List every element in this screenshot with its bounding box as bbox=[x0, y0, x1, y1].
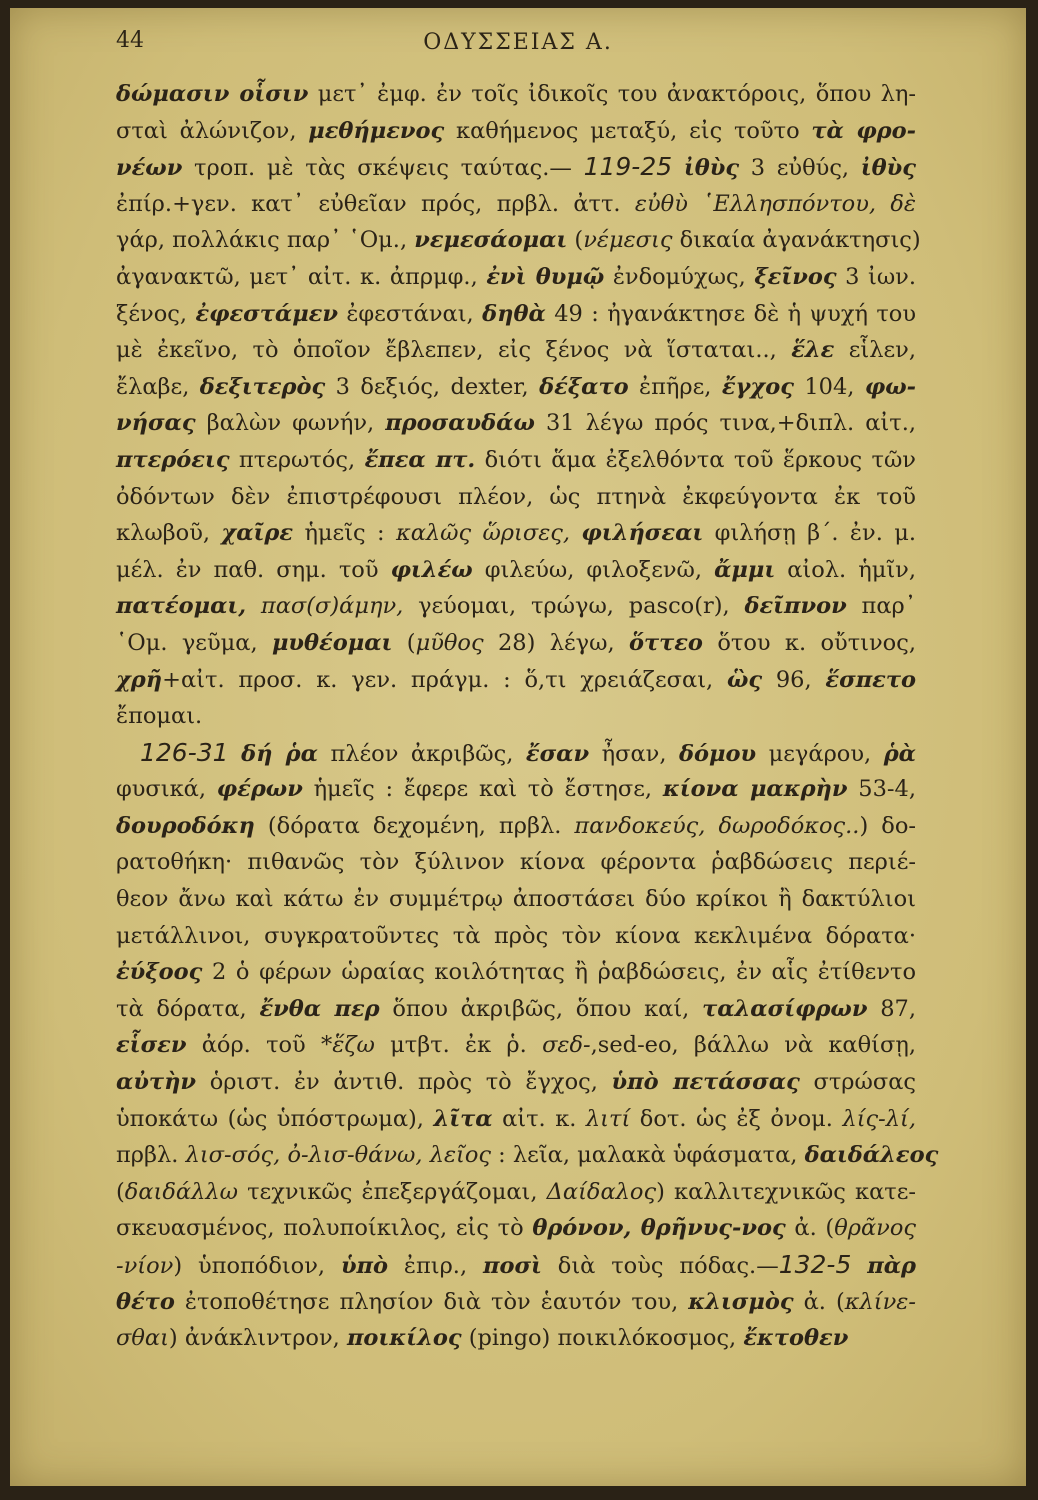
gloss-text: πρβλ. bbox=[116, 1142, 186, 1169]
italic-gloss: λισ-σός, ὀ-λισ-θάνω, λεῖος bbox=[185, 1142, 492, 1169]
gloss-text: +αἰτ. προσ. κ. γεν. πράγμ. : ὅ,τι χρειάζεσαι, bbox=[162, 666, 727, 693]
gloss-text: 49 : ἠγανάκτησε δὲ ἡ ψυχή του bbox=[545, 300, 917, 327]
text-line bbox=[116, 442, 916, 479]
gloss-text: ὅτου κ. οὔτινος, bbox=[702, 629, 916, 656]
text-line bbox=[116, 1284, 916, 1321]
lemma: ἐύξοος bbox=[116, 959, 203, 986]
lemma: κίονα μακρὴν bbox=[662, 776, 848, 803]
gloss-text: 104, bbox=[793, 373, 865, 400]
text-line bbox=[116, 1320, 916, 1357]
gloss-text: τροπ. μὲ τὰς σκέψεις ταύτας.— bbox=[182, 155, 584, 182]
gloss-text: 3 εὐθύς, bbox=[739, 155, 861, 182]
gloss-text: γεύομαι, τρώγω, pasco(r), bbox=[403, 593, 745, 620]
italic-gloss: -νίον bbox=[116, 1253, 174, 1279]
lemma: ὅττεο bbox=[628, 629, 703, 656]
text-line bbox=[116, 771, 916, 808]
gloss-text: 96, bbox=[762, 666, 826, 693]
lemma: φέρων bbox=[216, 776, 303, 803]
gloss-text: ἡμεῖς : ἔφερε καὶ τὸ ἔστησε, bbox=[302, 776, 663, 803]
gloss-text: ἡμεῖς : bbox=[293, 520, 396, 547]
lemma: ποικίλος bbox=[346, 1325, 462, 1352]
italic-gloss: εὐθὺ ῾Ελλησπόντου, δὲ bbox=[634, 190, 916, 217]
text-line bbox=[116, 1174, 916, 1211]
text-line bbox=[116, 1247, 916, 1284]
italic-gloss: καλῶς ὥρισες, bbox=[395, 520, 571, 547]
gloss-text: κλωβοῦ, bbox=[116, 520, 222, 547]
lemma: νήσας bbox=[116, 410, 196, 437]
gloss-text: παρ᾽ bbox=[846, 593, 916, 620]
gloss-text: ἐπίρ.+γεν. κατ᾽ εὐθεῖαν πρός, πρβλ. ἀττ. bbox=[116, 190, 635, 217]
gloss-text: 87, bbox=[867, 995, 916, 1022]
lemma: δή ῥα bbox=[241, 740, 318, 767]
gloss-text: ἔπομαι. bbox=[116, 703, 203, 730]
lemma: ὣς bbox=[726, 666, 763, 693]
gloss-text: ὅπου ἀκριβῶς, ὅπου καί, bbox=[379, 995, 703, 1022]
gloss-text bbox=[672, 155, 684, 181]
gloss-text: ἐπιρ., bbox=[388, 1253, 483, 1279]
gloss-text: ) ἀνάκλιντρον, bbox=[168, 1325, 347, 1352]
gloss-text: ) καλλιτεχνικῶς κατε- bbox=[656, 1178, 916, 1205]
gloss-text: ἐτοποθέτησε πλησίον διὰ τὸν ἑαυτόν του, bbox=[174, 1288, 689, 1315]
gloss-text: βαλὼν φωνήν, bbox=[195, 410, 386, 437]
gloss-text: ) δο- bbox=[859, 812, 916, 839]
italic-gloss: λίς-λί, bbox=[842, 1105, 916, 1132]
text-line bbox=[116, 625, 916, 662]
lemma: μυθέομαι bbox=[271, 629, 393, 656]
text-line bbox=[116, 588, 916, 625]
italic-gloss: λιτί bbox=[585, 1105, 631, 1132]
italic-gloss: σεδ- bbox=[542, 1032, 591, 1059]
lemma: δουροδόκη bbox=[116, 812, 255, 839]
gloss-text: τεχνικῶς ἐπεξεργάζομαι, bbox=[237, 1178, 547, 1205]
gloss-text: μτβτ. ἐκ ῥ. bbox=[374, 1032, 543, 1059]
italic-gloss: δαιδάλλω bbox=[124, 1178, 238, 1205]
lemma: αὐτὴν bbox=[116, 1069, 197, 1096]
gloss-text bbox=[229, 741, 242, 767]
gloss-text: μέλ. ἐν παθ. σημ. τοῦ bbox=[116, 556, 391, 583]
commentary-text bbox=[116, 76, 939, 1357]
gloss-text: μετ᾽ ἐμφ. ἐν τοῖς ἰδικοῖς του ἀνακτόροις, ὅπου λη- bbox=[308, 81, 916, 107]
gloss-text: διότι ἅμα ἐξελθόντα τοῦ ἕρκους τῶν bbox=[475, 446, 916, 473]
gloss-text: γάρ, πολλάκις παρ᾽ ῾Ομ., bbox=[116, 227, 415, 254]
lemma: πὰρ bbox=[867, 1253, 916, 1279]
lemma: ποσὶ bbox=[482, 1253, 542, 1279]
text-line bbox=[116, 552, 916, 589]
lemma: ὑπὸ πετάσσας bbox=[611, 1069, 800, 1096]
text-line bbox=[116, 844, 916, 881]
text-line bbox=[116, 954, 916, 991]
lemma: δέξατο bbox=[539, 373, 629, 400]
lemma: δώμασιν οἷσιν bbox=[116, 81, 309, 107]
gloss-text: ὀδόντων δὲν ἐπιστρέφουσι πλέον, ὡς πτηνὰ ἐκφεύγοντα ἐκ τοῦ bbox=[116, 483, 916, 510]
gloss-text: μετάλλινοι, συγκρατοῦντες τὰ πρὸς τὸν κίονα κεκλιμένα δόρατα· bbox=[116, 922, 916, 949]
italic-gloss: *ἕζω bbox=[321, 1032, 375, 1059]
gloss-text: πτερωτός, bbox=[229, 446, 365, 473]
gloss-text: ἐφεστάναι, bbox=[337, 300, 483, 327]
lemma: νέων bbox=[116, 155, 183, 182]
text-line bbox=[116, 113, 916, 150]
text-line bbox=[116, 735, 916, 772]
gloss-text: ,sed-eo, βάλλω νὰ καθίσῃ, bbox=[590, 1032, 916, 1059]
gloss-text: θεον ἄνω καὶ κάτω ἐν συμμέτρῳ ἀποστάσει δύο κρίκοι ἢ δακτύλιοι bbox=[116, 886, 916, 913]
text-line bbox=[116, 186, 916, 223]
text-line bbox=[116, 1027, 916, 1064]
lemma: δεξιτερὸς bbox=[199, 373, 326, 400]
gloss-text: εἷλεν, bbox=[834, 337, 916, 364]
lemma: τὰ φρο- bbox=[811, 117, 916, 144]
gloss-text: διὰ τοὺς πόδας.— bbox=[541, 1253, 779, 1279]
gloss-text: (pingo) ποικιλόκοσμος, bbox=[461, 1325, 744, 1352]
lemma: φιλέω bbox=[390, 556, 473, 583]
gloss-text: φυσικά, bbox=[116, 776, 217, 803]
gloss-text: 3 δεξιός, dexter, bbox=[325, 373, 540, 400]
gloss-text: ἀγανακτῶ, μετ᾽ αἰτ. κ. ἀπρμφ., bbox=[116, 263, 487, 290]
text-line bbox=[116, 515, 916, 552]
text-line bbox=[116, 259, 916, 296]
gloss-text: μεγάρου, bbox=[756, 740, 884, 767]
lemma: ῥὰ bbox=[883, 740, 916, 767]
text-line bbox=[116, 405, 916, 442]
gloss-text: φιλήσῃ β΄. ἐν. μ. bbox=[703, 520, 916, 547]
gloss-text bbox=[246, 593, 261, 619]
text-line bbox=[116, 991, 916, 1028]
gloss-text: σκευασμένος, πολυποίκιλος, εἰς τὸ bbox=[116, 1215, 533, 1242]
gloss-text: ὁριστ. ἐν ἀντιθ. πρὸς τὸ ἔγχος, bbox=[196, 1069, 612, 1096]
italic-gloss: μῦθος bbox=[415, 629, 484, 656]
text-line bbox=[116, 1210, 916, 1247]
italic-gloss: πασ(σ)άμην, bbox=[260, 593, 404, 620]
lemma: ἕλε bbox=[791, 337, 835, 364]
lemma: πατέομαι, bbox=[116, 593, 247, 620]
text-line bbox=[116, 662, 916, 699]
lemma: θέτο bbox=[116, 1288, 175, 1315]
text-line bbox=[116, 369, 916, 406]
gloss-text: 2 ὁ φέρων ὡραίας κοιλότητας ἢ ῥαβδώσεις, ἐν αἷς ἐτίθεντο bbox=[202, 959, 916, 986]
italic-gloss: σθαι bbox=[116, 1325, 169, 1352]
lemma: ἔγχος bbox=[721, 373, 794, 400]
gloss-text: δικαία ἀγανάκτησις) bbox=[672, 227, 921, 254]
gloss-text: 31 λέγω πρός τινα,+διπλ. αἰτ., bbox=[534, 410, 916, 437]
gloss-text: ) ὑποπόδιον, bbox=[173, 1253, 341, 1279]
gloss-text: μὲ ἐκεῖνο, τὸ ὁποῖον ἔβλεπεν, εἰς ξένος νὰ ἵσταται.., bbox=[116, 337, 792, 364]
lemma: ἔσαν bbox=[525, 740, 590, 767]
lemma: ξεῖνος bbox=[754, 263, 837, 290]
lemma: νεμεσάομαι bbox=[414, 227, 568, 254]
gloss-text: ἔλαβε, bbox=[116, 373, 200, 400]
text-line bbox=[116, 1101, 916, 1138]
gloss-text: ἐνδομύχως, bbox=[604, 263, 755, 290]
text-line bbox=[116, 1137, 939, 1174]
gloss-text: ξένος, bbox=[116, 300, 196, 327]
lemma: ἔνθα περ bbox=[259, 995, 380, 1022]
page-number: 44 bbox=[116, 28, 144, 53]
text-line bbox=[116, 918, 916, 955]
text-line bbox=[116, 76, 916, 113]
gloss-text: καθήμενος μεταξύ, εἰς τοῦτο bbox=[444, 117, 812, 144]
text-line bbox=[116, 698, 916, 735]
lemma: πτερόεις bbox=[116, 446, 230, 473]
italic-gloss: πανδοκεύς, δωροδόκος.. bbox=[574, 812, 860, 839]
gloss-text: 3 ἰων. bbox=[836, 263, 916, 290]
gloss-text: στρώσας bbox=[799, 1069, 917, 1096]
lemma: ἄμμι bbox=[714, 556, 776, 583]
verse-range: 126-31 bbox=[140, 737, 229, 767]
lemma: δαιδάλεος bbox=[804, 1142, 939, 1169]
text-line bbox=[116, 808, 916, 845]
running-title: ΟΔΥΣΣΕΙΑΣ Α. bbox=[423, 30, 613, 55]
italic-gloss: κλίνε- bbox=[844, 1288, 916, 1315]
text-line bbox=[116, 149, 916, 186]
gloss-text: πλέον ἀκριβῶς, bbox=[317, 740, 526, 767]
lemma: λῖτα bbox=[433, 1105, 493, 1132]
gloss-text: ἀ. ( bbox=[793, 1288, 845, 1315]
gloss-text: ὑποκάτω (ὡς ὑπόστρωμα), bbox=[116, 1105, 434, 1132]
lemma: ταλασίφρων bbox=[702, 995, 868, 1022]
verse-range: 132-5 bbox=[778, 1250, 852, 1279]
lemma: προσαυδάω bbox=[385, 410, 535, 437]
text-line bbox=[116, 332, 916, 369]
gloss-text: ἐπῆρε, bbox=[628, 373, 722, 400]
gloss-text: δοτ. ὡς ἐξ ὀνομ. bbox=[630, 1105, 843, 1132]
lemma: δεῖπνον bbox=[744, 593, 847, 620]
lemma: ἐνὶ θυμῷ bbox=[486, 263, 605, 290]
lemma: ἔπεα πτ. bbox=[364, 446, 476, 473]
gloss-text: ( bbox=[116, 1178, 125, 1205]
lemma: ἔκτοθεν bbox=[743, 1325, 849, 1352]
lemma: δηθὰ bbox=[482, 300, 546, 327]
gloss-text: φιλεύω, φιλοξενῶ, bbox=[472, 556, 715, 583]
gloss-text: ἀόρ. τοῦ bbox=[186, 1032, 321, 1059]
gloss-text: σταὶ ἀλώνιζον, bbox=[116, 117, 309, 144]
page-header bbox=[10, 26, 1026, 58]
gloss-text: ἀ. ( bbox=[785, 1215, 835, 1242]
gloss-text: (δόρατα δεχομένη, πρβλ. bbox=[254, 812, 575, 839]
lemma: θρόνον, θρῆνυς-νος bbox=[532, 1215, 786, 1242]
lemma: χρῆ bbox=[116, 666, 163, 693]
lemma: ἕσπετο bbox=[825, 666, 916, 693]
lemma: φιλήσεαι bbox=[581, 520, 704, 547]
gloss-text: 53-4, bbox=[847, 776, 916, 803]
lemma: δόμου bbox=[679, 740, 757, 767]
verse-range: 119-25 bbox=[583, 152, 673, 182]
gloss-text: ( bbox=[392, 629, 416, 656]
text-line bbox=[116, 296, 916, 333]
lemma: κλισμὸς bbox=[688, 1288, 794, 1315]
lemma: μεθήμενος bbox=[308, 117, 445, 144]
gloss-text bbox=[570, 520, 581, 546]
gloss-text: : λεῖα, μαλακὰ ὑφάσματα, bbox=[491, 1142, 805, 1169]
gloss-text: ἦσαν, bbox=[589, 740, 680, 767]
italic-gloss: Δαίδαλος bbox=[546, 1178, 657, 1205]
lemma: φω- bbox=[864, 373, 917, 400]
text-line bbox=[116, 881, 916, 918]
book-page bbox=[10, 8, 1026, 1486]
lemma: εἷσεν bbox=[116, 1032, 187, 1059]
gloss-text: ρατοθήκη· πιθανῶς τὸν ξύλινον κίονα φέροντα ῥαβδώσεις περιέ- bbox=[116, 849, 916, 876]
italic-gloss: νέμεσις bbox=[583, 227, 673, 254]
gloss-text: τὰ δόρατα, bbox=[116, 995, 260, 1022]
text-line bbox=[116, 479, 916, 516]
gloss-text bbox=[851, 1253, 867, 1279]
lemma: ἐφεστάμεν bbox=[195, 300, 338, 327]
lemma: χαῖρε bbox=[221, 520, 294, 547]
gloss-text: αἰολ. ἡμῖν, bbox=[775, 556, 916, 583]
lemma: ἰθὺς bbox=[860, 155, 916, 182]
lemma: ὑπὸ bbox=[340, 1253, 389, 1279]
italic-gloss: θρᾶνος bbox=[834, 1215, 916, 1242]
gloss-text: ῾Ομ. γεῦμα, bbox=[116, 629, 272, 656]
text-line bbox=[116, 222, 921, 259]
lemma: ἰθὺς bbox=[683, 155, 740, 182]
gloss-text: ( bbox=[567, 227, 584, 254]
gloss-text: αἰτ. κ. bbox=[492, 1105, 586, 1132]
gloss-text: 28) λέγω, bbox=[483, 629, 629, 656]
text-line bbox=[116, 1064, 916, 1101]
